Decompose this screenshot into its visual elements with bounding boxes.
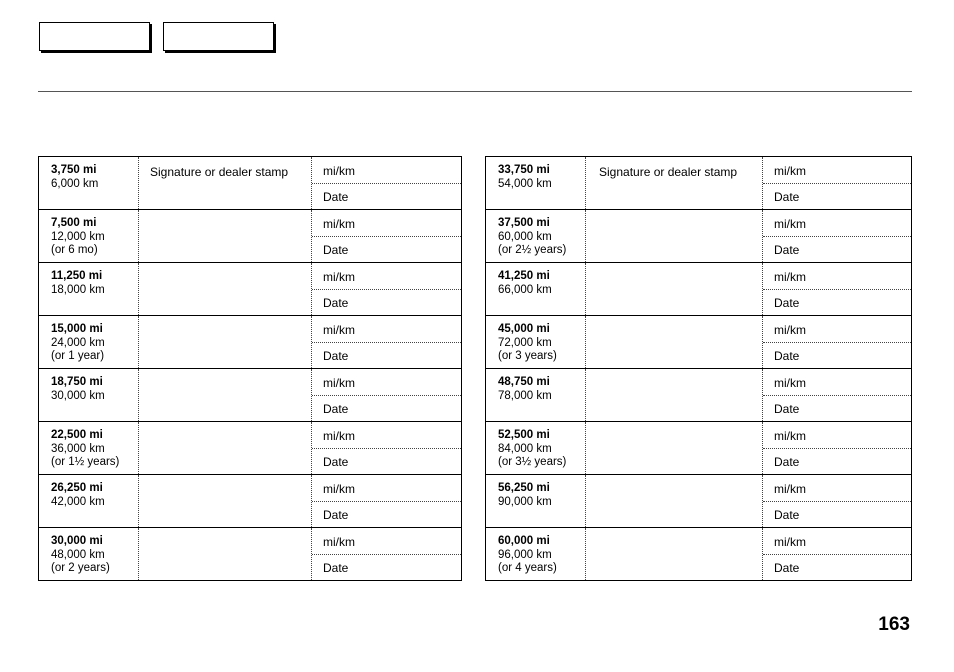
date-field[interactable]: Date	[774, 189, 800, 204]
service-interval	[39, 316, 139, 368]
log-row	[39, 262, 461, 315]
date-field[interactable]: Date	[323, 507, 349, 522]
log-row	[486, 315, 911, 368]
record-cell	[312, 210, 461, 262]
interval-miles: 60,000 mi	[498, 535, 550, 547]
record-cell	[763, 369, 911, 421]
section-tab-2[interactable]	[163, 22, 274, 51]
log-row	[39, 368, 461, 421]
interval-km: 6,000 km	[51, 177, 99, 190]
date-field[interactable]: Date	[323, 454, 349, 469]
service-interval	[486, 528, 586, 580]
mileage-field[interactable]: mi/km	[312, 475, 461, 502]
interval-km: 42,000 km	[51, 495, 105, 508]
mileage-field[interactable]: mi/km	[763, 369, 911, 396]
record-cell	[763, 475, 911, 527]
mileage-field[interactable]: mi/km	[312, 528, 461, 555]
mileage-field[interactable]: mi/km	[312, 422, 461, 449]
service-interval	[486, 369, 586, 421]
interval-miles: 18,750 mi	[51, 376, 103, 388]
mileage-field[interactable]: mi/km	[312, 210, 461, 237]
record-cell	[312, 369, 461, 421]
log-row	[486, 209, 911, 262]
interval-miles: 48,750 mi	[498, 376, 550, 388]
record-cell	[763, 210, 911, 262]
interval-km: 78,000 km	[498, 389, 552, 402]
service-interval	[39, 157, 139, 209]
interval-miles: 37,500 mi	[498, 217, 550, 229]
record-cell	[763, 157, 911, 209]
interval-km: 12,000 km	[51, 230, 105, 243]
log-row	[486, 474, 911, 527]
signature-cell[interactable]	[139, 528, 312, 580]
service-interval	[486, 316, 586, 368]
signature-cell[interactable]	[139, 422, 312, 474]
interval-miles: 26,250 mi	[51, 482, 103, 494]
interval-time: (or 3 years)	[498, 350, 557, 362]
mileage-field[interactable]: mi/km	[312, 157, 461, 184]
log-row	[486, 421, 911, 474]
mileage-field[interactable]: mi/km	[312, 263, 461, 290]
service-interval	[486, 475, 586, 527]
service-interval	[486, 157, 586, 209]
interval-km: 54,000 km	[498, 177, 552, 190]
date-field[interactable]: Date	[774, 401, 800, 416]
signature-cell[interactable]	[586, 316, 763, 368]
interval-time: (or 3½ years)	[498, 456, 567, 468]
record-cell	[763, 263, 911, 315]
interval-miles: 56,250 mi	[498, 482, 550, 494]
record-cell	[312, 422, 461, 474]
mileage-field[interactable]: mi/km	[312, 316, 461, 343]
service-interval	[486, 422, 586, 474]
record-cell	[763, 316, 911, 368]
signature-cell[interactable]	[586, 528, 763, 580]
log-row	[486, 157, 911, 209]
log-row	[39, 474, 461, 527]
signature-cell[interactable]	[586, 210, 763, 262]
interval-time: (or 2½ years)	[498, 244, 567, 256]
interval-miles: 33,750 mi	[498, 164, 550, 176]
signature-cell[interactable]	[586, 369, 763, 421]
signature-cell[interactable]	[139, 316, 312, 368]
interval-km: 84,000 km	[498, 442, 552, 455]
service-interval	[39, 210, 139, 262]
log-row	[39, 315, 461, 368]
maintenance-log-right	[485, 156, 912, 581]
mileage-field[interactable]: mi/km	[763, 475, 911, 502]
date-field[interactable]: Date	[774, 242, 800, 257]
mileage-field[interactable]: mi/km	[763, 528, 911, 555]
service-interval	[39, 369, 139, 421]
interval-time: (or 1½ years)	[51, 456, 120, 468]
interval-miles: 41,250 mi	[498, 270, 550, 282]
mileage-field[interactable]: mi/km	[763, 157, 911, 184]
signature-cell[interactable]: Signature or dealer stamp	[586, 157, 763, 209]
date-field[interactable]: Date	[323, 560, 349, 575]
mileage-field[interactable]: mi/km	[312, 369, 461, 396]
mileage-field[interactable]: mi/km	[763, 210, 911, 237]
record-cell	[312, 157, 461, 209]
service-interval	[39, 263, 139, 315]
date-field[interactable]: Date	[323, 242, 349, 257]
mileage-field[interactable]: mi/km	[763, 263, 911, 290]
interval-km: 36,000 km	[51, 442, 105, 455]
interval-km: 48,000 km	[51, 548, 105, 561]
section-tab-1[interactable]	[39, 22, 150, 51]
interval-time: (or 4 years)	[498, 562, 557, 574]
date-field[interactable]: Date	[774, 507, 800, 522]
date-field[interactable]: Date	[323, 189, 349, 204]
interval-time: (or 1 year)	[51, 350, 105, 362]
interval-km: 90,000 km	[498, 495, 552, 508]
interval-miles: 11,250 mi	[51, 270, 103, 282]
interval-miles: 15,000 mi	[51, 323, 103, 335]
interval-miles: 3,750 mi	[51, 164, 97, 176]
log-row	[39, 421, 461, 474]
signature-cell[interactable]	[586, 263, 763, 315]
interval-miles: 52,500 mi	[498, 429, 550, 441]
maintenance-log-left	[38, 156, 462, 581]
date-field[interactable]: Date	[774, 560, 800, 575]
interval-miles: 45,000 mi	[498, 323, 550, 335]
date-field[interactable]: Date	[323, 348, 349, 363]
date-field[interactable]: Date	[323, 401, 349, 416]
interval-km: 96,000 km	[498, 548, 552, 561]
log-row	[486, 368, 911, 421]
interval-km: 72,000 km	[498, 336, 552, 349]
signature-cell[interactable]	[139, 369, 312, 421]
date-field[interactable]: Date	[323, 295, 349, 310]
page-number: 163	[878, 614, 910, 635]
service-interval	[486, 263, 586, 315]
record-cell	[312, 528, 461, 580]
service-interval	[39, 528, 139, 580]
record-cell	[763, 528, 911, 580]
interval-time: (or 6 mo)	[51, 244, 98, 256]
log-row	[39, 527, 461, 580]
record-cell	[763, 422, 911, 474]
interval-miles: 22,500 mi	[51, 429, 103, 441]
interval-km: 18,000 km	[51, 283, 105, 296]
date-field[interactable]: Date	[774, 454, 800, 469]
service-interval	[39, 422, 139, 474]
record-cell	[312, 263, 461, 315]
signature-cell[interactable]	[139, 263, 312, 315]
signature-cell[interactable]	[586, 475, 763, 527]
header-divider	[38, 91, 912, 92]
mileage-field[interactable]: mi/km	[763, 316, 911, 343]
log-row	[39, 157, 461, 209]
signature-cell[interactable]	[139, 475, 312, 527]
record-cell	[312, 475, 461, 527]
log-row	[486, 262, 911, 315]
service-interval	[39, 475, 139, 527]
interval-km: 24,000 km	[51, 336, 105, 349]
signature-cell[interactable]: Signature or dealer stamp	[139, 157, 312, 209]
interval-km: 30,000 km	[51, 389, 105, 402]
service-interval	[486, 210, 586, 262]
interval-miles: 7,500 mi	[51, 217, 97, 229]
record-cell	[312, 316, 461, 368]
signature-cell[interactable]	[586, 422, 763, 474]
mileage-field[interactable]: mi/km	[763, 422, 911, 449]
date-field[interactable]: Date	[774, 348, 800, 363]
interval-km: 60,000 km	[498, 230, 552, 243]
signature-cell[interactable]	[139, 210, 312, 262]
interval-time: (or 2 years)	[51, 562, 110, 574]
interval-miles: 30,000 mi	[51, 535, 103, 547]
date-field[interactable]: Date	[774, 295, 800, 310]
log-row	[486, 527, 911, 580]
interval-km: 66,000 km	[498, 283, 552, 296]
log-row	[39, 209, 461, 262]
